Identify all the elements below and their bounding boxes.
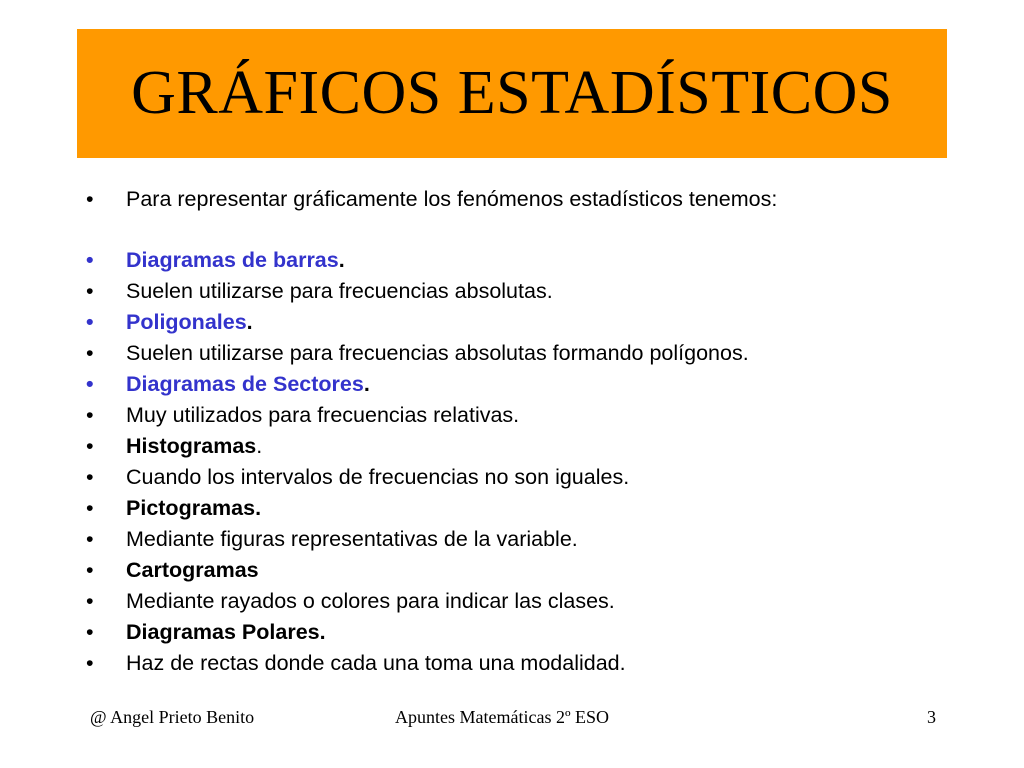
- item-label: Poligonales: [126, 310, 247, 334]
- item-label: Cartogramas: [126, 558, 259, 582]
- bullet-histogramas: [0, 431, 1024, 462]
- bullet-marker: •: [86, 465, 94, 489]
- item-label: Diagramas de Sectores: [126, 372, 364, 396]
- item-text: Haz de rectas donde cada una toma una modalidad.: [126, 651, 626, 675]
- bullet-diagramas-polares: [0, 617, 1024, 648]
- bullet-marker: •: [86, 279, 94, 303]
- bullet-marker: •: [86, 651, 94, 675]
- bullet-marker: •: [86, 589, 94, 613]
- bullet-intro: [0, 184, 1024, 215]
- bullet-marker: •: [86, 310, 94, 334]
- bullet-barras-desc: [0, 276, 1024, 307]
- item-text: Muy utilizados para frecuencias relativas.: [126, 403, 520, 427]
- bullet-cartogramas: [0, 555, 1024, 586]
- bullet-diagramas-sectores: [0, 369, 1024, 400]
- bullet-marker: •: [86, 527, 94, 551]
- item-punct: .: [319, 620, 326, 644]
- bullet-diagramas-barras: [0, 245, 1024, 276]
- bullet-polares-desc: [0, 648, 1024, 679]
- bullet-cartogramas-desc: [0, 586, 1024, 617]
- item-text: Mediante figuras representativas de la variable.: [126, 527, 578, 551]
- bullet-marker: •: [86, 558, 94, 582]
- bullet-marker: •: [86, 620, 94, 644]
- bullet-marker: •: [86, 372, 94, 396]
- item-punct: .: [338, 248, 345, 272]
- item-label: Diagramas Polares: [126, 620, 320, 644]
- footer-page-number: 3: [927, 707, 936, 727]
- footer-course: Apuntes Matemáticas 2º ESO: [395, 707, 610, 727]
- bullet-pictogramas: [0, 493, 1024, 524]
- item-text: Suelen utilizarse para frecuencias absolutas.: [126, 279, 553, 303]
- bullet-pictogramas-desc: [0, 524, 1024, 555]
- item-text: Suelen utilizarse para frecuencias absolutas formando polígonos.: [126, 341, 749, 365]
- item-label: Histogramas: [126, 434, 257, 458]
- item-punct: .: [363, 372, 370, 396]
- item-label: Pictogramas: [126, 496, 256, 520]
- bullet-marker: •: [86, 248, 94, 272]
- bullet-sectores-desc: [0, 400, 1024, 431]
- item-punct: .: [256, 434, 263, 458]
- bullet-poligonales: [0, 307, 1024, 338]
- bullet-histogramas-desc: [0, 462, 1024, 493]
- item-punct: .: [246, 310, 253, 334]
- bullet-marker: •: [86, 434, 94, 458]
- slide-title: GRÁFICOS ESTADÍSTICOS: [131, 59, 893, 127]
- bullet-marker: •: [86, 341, 94, 365]
- intro-text: Para representar gráficamente los fenómenos estadísticos tenemos:: [126, 187, 778, 211]
- footer-author: @ Angel Prieto Benito: [90, 707, 255, 727]
- bullet-poligonales-desc: [0, 338, 1024, 369]
- bullet-marker: •: [86, 187, 94, 211]
- item-punct: .: [255, 496, 262, 520]
- item-text: Cuando los intervalos de frecuencias no son iguales.: [126, 465, 630, 489]
- bullet-marker: •: [86, 496, 94, 520]
- item-text: Mediante rayados o colores para indicar las clases.: [126, 589, 615, 613]
- item-label: Diagramas de barras: [126, 248, 339, 272]
- bullet-marker: •: [86, 403, 94, 427]
